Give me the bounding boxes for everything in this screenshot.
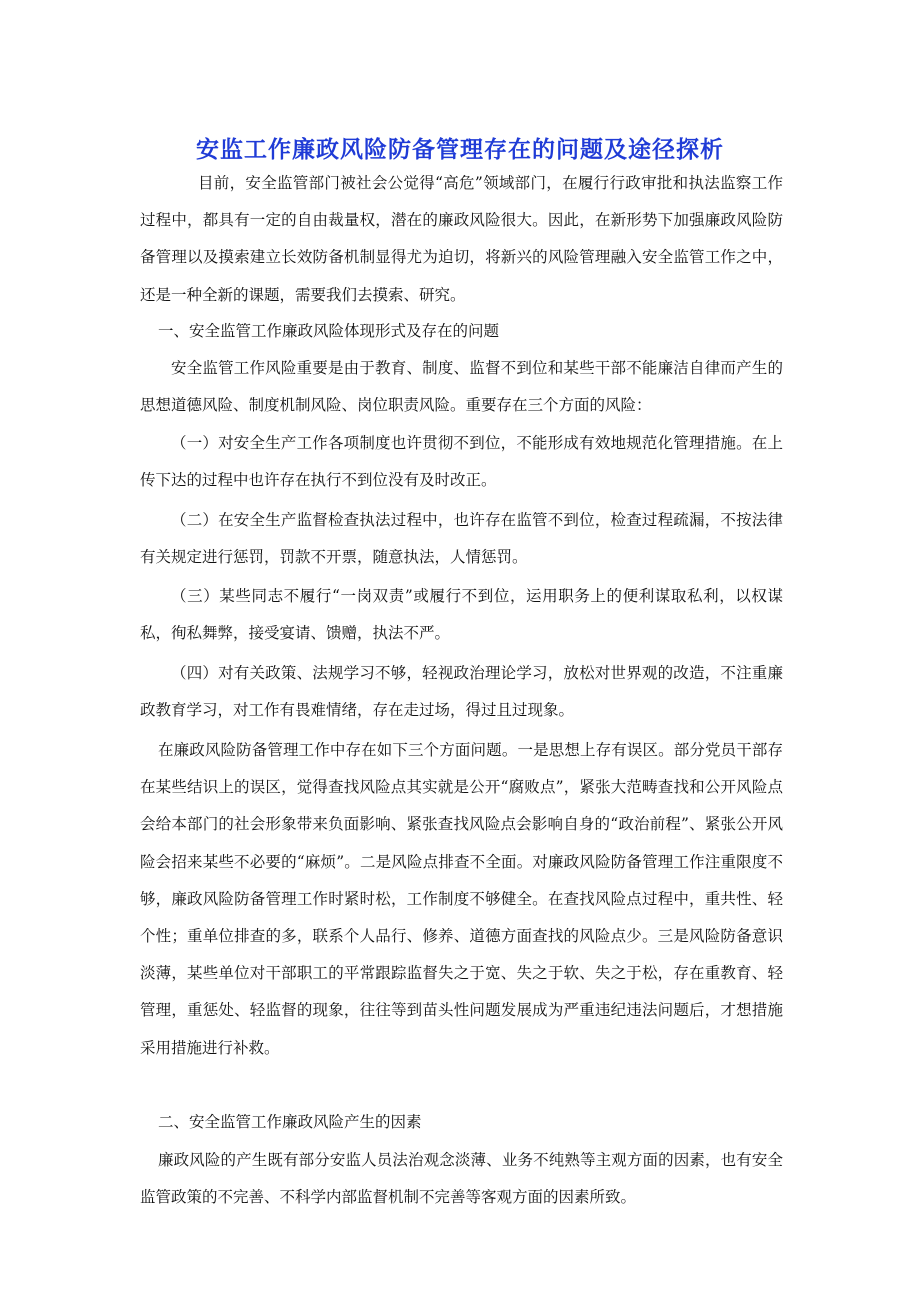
section-2-paragraph-1: 廉政风险的产生既有部分安监人员法治观念淡薄、业务不纯熟等主观方面的因素，也有安全监管政策的不完善、不科学内部监督机制不完善等客观方面的因素所致。 <box>140 1151 783 1207</box>
section-1-heading: 一、安全监管工作廉政风险体现形式及存在的问题 <box>158 322 500 340</box>
list-item-2: （二）在安全生产监督检查执法过程中，也许存在监管不到位，检查过程疏漏，不按法律有关规定进行惩罚，罚款不开票，随意执法，人情惩罚。 <box>140 511 783 567</box>
section-2-heading: 二、安全监管工作廉政风险产生的因素 <box>158 1113 422 1131</box>
list-item-3: （三）某些同志不履行“一岗双责”或履行不到位，运用职务上的便利谋取私利，以权谋私，徇私舞弊，接受宴请、馈赠，执法不严。 <box>140 587 783 643</box>
list-item-1: （一）对安全生产工作各项制度也许贯彻不到位，不能形成有效地规范化管理措施。在上传下达的过程中也许存在执行不到位没有及时改正。 <box>140 434 783 490</box>
list-item-4: （四）对有关政策、法规学习不够，轻视政治理论学习，放松对世界观的改造，不注重廉政教育学习，对工作有畏难情绪，存在走过场，得过且过现象。 <box>140 664 783 720</box>
section-1-paragraph-1: 安全监管工作风险重要是由于教育、制度、监督不到位和某些干部不能廉洁自律而产生的思想道德风险、制度机制风险、岗位职责风险。重要存在三个方面的风险： <box>140 359 783 415</box>
section-1-paragraph-2: 在廉政风险防备管理工作中存在如下三个方面问题。一是思想上存有误区。部分党员干部存在某些结识上的误区，觉得查找风险点其实就是公开“腐败点”，紧张大范畴查找和公开风险点会给本部门的社会形象带来负面影响、紧张查找风险点会影响自身的“政治前程”、紧张公开风险会招来某些不必要的“麻烦”。二是风险点排查不全面。对廉政风险防备管理工作注重限度不够，廉政风险防备管理工作时紧时松，工作制度不够健全。在查找风险点过程中，重共性、轻个性；重单位排查的多，联系个人品行、修养、道德方面查找的风险点少。三是风险防备意识淡薄，某些单位对干部职工的平常跟踪监督失之于宽、失之于软、失之于松，存在重教育、轻管理，重惩处、轻监督的现象，往往等到苗头性问题发展成为严重违纪违法问题后，才想措施采用措施进行补救。 <box>140 741 783 1057</box>
intro-paragraph: 目前，安全监管部门被社会公觉得“高危”领域部门，在履行行政审批和执法监察工作过程中，都具有一定的自由裁量权，潜在的廉政风险很大。因此，在新形势下加强廉政风险防备管理以及摸索建立长效防备机制显得尤为迫切，将新兴的风险管理融入安全监管工作之中，还是一种全新的课题，需要我们去摸索、研究。 <box>140 174 783 304</box>
document-title: 安监工作廉政风险防备管理存在的问题及途径探析 <box>196 137 724 164</box>
